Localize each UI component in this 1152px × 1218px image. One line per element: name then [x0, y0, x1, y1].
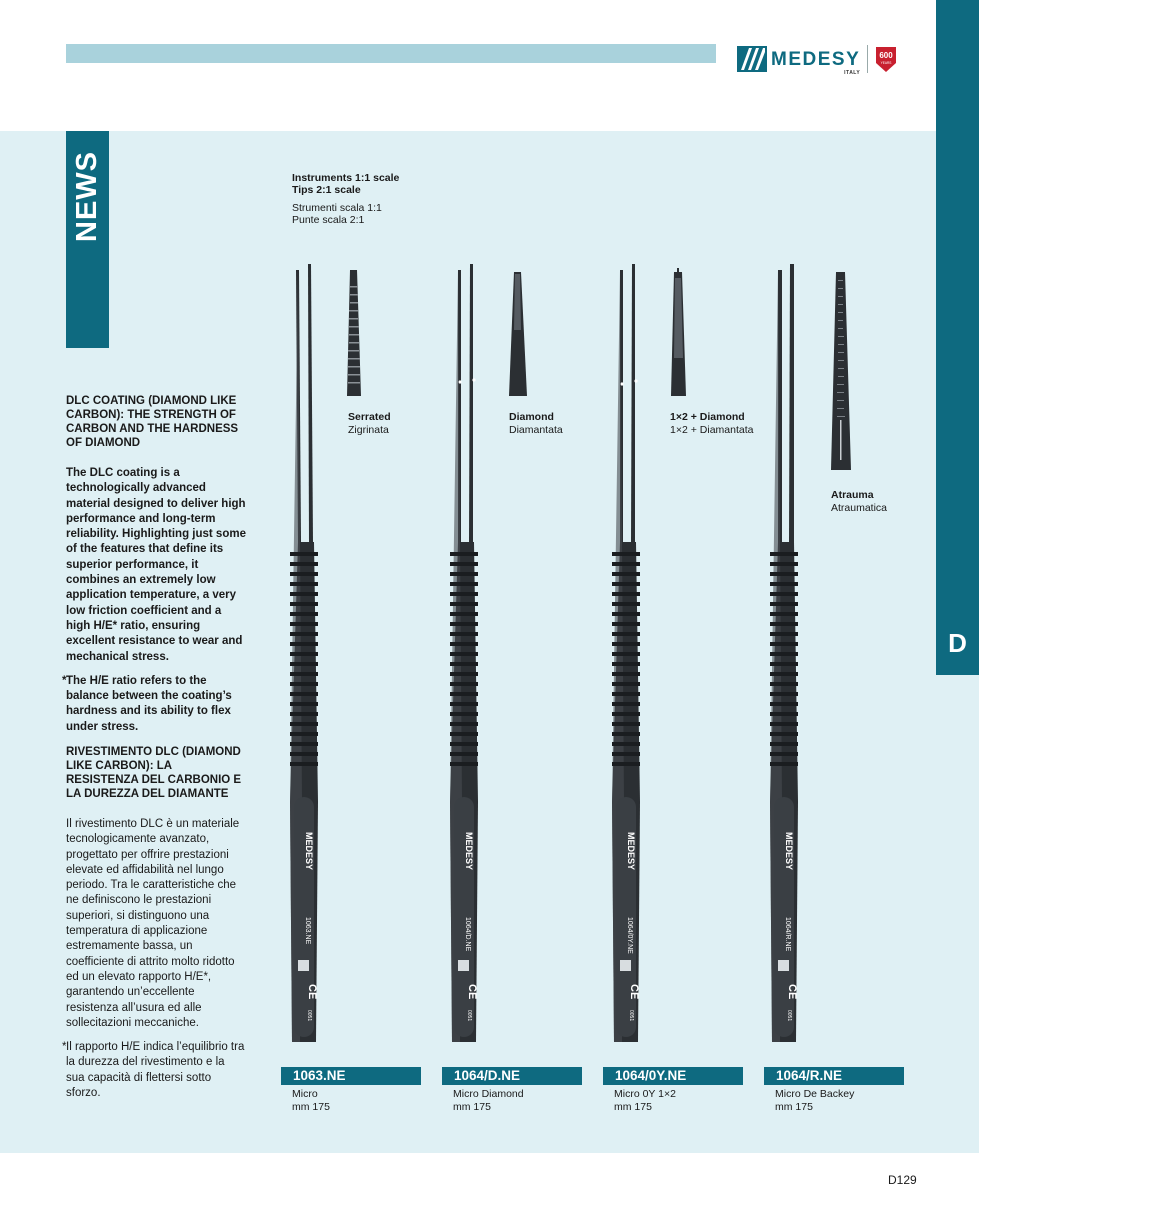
product-code: 1064/0Y.NE: [603, 1067, 743, 1085]
tip-label-it: Atraumatica: [831, 502, 888, 514]
note-english: [62, 674, 246, 735]
forceps-1064-d-ne: [446, 262, 486, 1047]
body-english: The DLC coating is a technologically advanced material designed to deliver high performance and long-term reliability. Highlighting just some of the features that define its superior performance, it combines an extremely low application temperature, a very low friction coefficient and a high H/E* ratio, ensuring excellent resistance to wear and mechanical stress.: [66, 467, 246, 663]
text-italian: [62, 745, 246, 1101]
note-text: Il rapporto H/E indica l’equilibrio tra la durezza del rivestimento e la sua capacità di flettersi sotto sforzo.: [66, 1041, 245, 1100]
product-size: mm 175: [614, 1100, 652, 1113]
instrument-ce-mark: CE: [306, 984, 318, 1000]
content-panel-extension: [936, 675, 979, 1153]
tip-caption-diamond: [509, 411, 563, 437]
product-name: Micro De Backey: [775, 1088, 855, 1100]
note-text: The H/E ratio refers to the balance between the coating’s hardness and its ability to flex under stress.: [66, 674, 232, 733]
product-name: Micro 0Y 1×2: [614, 1088, 676, 1100]
tip-label-en: Diamond: [509, 411, 554, 423]
instrument-engraved-code: 1063.NE: [304, 917, 311, 945]
forceps-1064-0y-ne: [608, 262, 648, 1047]
heading-english: DLC COATING (DIAMOND LIKE CARBON): THE STRENGTH OF CARBON AND THE HARDNESS OF DIAMOND: [66, 395, 239, 449]
section-letter: D: [948, 628, 967, 658]
instrument-engraved-code: 1064/D.NE: [464, 917, 471, 952]
medesy-logo: [737, 42, 917, 76]
tip-label-en: 1×2 + Diamond: [670, 411, 745, 423]
product-description: [614, 1088, 676, 1113]
product-code: 1063.NE: [281, 1067, 421, 1085]
instrument-brand: MEDESY: [626, 832, 636, 871]
tip-label-it: 1×2 + Diamantata: [670, 424, 754, 436]
tip-label-it: Zigrinata: [348, 424, 389, 436]
diamond-tip-image: [508, 270, 528, 398]
instrument-engraved-code: 1064/0Y.NE: [626, 917, 633, 954]
text-english: [62, 394, 246, 735]
brand-country: ITALY: [844, 69, 861, 76]
instrument-notified-body: 0051: [466, 1010, 472, 1022]
product-description: [292, 1088, 330, 1113]
tip-caption-serrated: [348, 411, 391, 437]
product-size: mm 175: [775, 1100, 813, 1113]
instrument-brand: MEDESY: [784, 832, 794, 871]
product-name: Micro: [292, 1088, 318, 1100]
instrument-notified-body: 0051: [306, 1010, 312, 1022]
header-bar: [66, 44, 716, 63]
tip-label-it: Diamantata: [509, 424, 563, 436]
instrument-notified-body: 0051: [786, 1010, 792, 1022]
product-code: 1064/R.NE: [764, 1067, 904, 1085]
svg-text:YEARS: YEARS: [880, 61, 892, 65]
instrument-engraved-code: 1064/R.NE: [784, 917, 791, 952]
product-size: mm 175: [292, 1100, 330, 1113]
instrument-ce-mark: CE: [628, 984, 640, 1000]
body-italian: Il rivestimento DLC è un materiale tecnologicamente avanzato, progettato per offrire prestazioni elevate ed affidabilità nel lungo periodo. Tra le caratteristiche che ne definiscono le prestazioni superiori, si distinguono una temperatura di applicazione estremamente bassa, un coefficiente di attrito molto ridotto ed un elevato rapporto H/E*, garantendo un’eccellente resistenza all’usura ed alle sollecitazioni meccaniche.: [66, 818, 240, 1029]
section-title: SURGICAL — CHIRURGIA: [1038, 26, 1055, 225]
product-code: 1064/D.NE: [442, 1067, 582, 1085]
product-name: Micro Diamond: [453, 1088, 524, 1100]
page-number: D129: [888, 1173, 917, 1187]
tip-caption-atrauma: [831, 489, 887, 515]
tip-caption-one-by-two-diamond: [670, 411, 753, 437]
forceps-1064-r-ne: [766, 262, 806, 1047]
instrument-ce-mark: CE: [786, 984, 798, 1000]
note-star: *: [62, 1041, 67, 1054]
svg-text:600: 600: [879, 51, 893, 60]
brand-name: MEDESY: [771, 48, 861, 70]
logo-divider: [867, 45, 868, 73]
atrauma-tip-image: [830, 270, 852, 472]
product-description: [775, 1088, 854, 1113]
instrument-notified-body: 0051: [628, 1010, 634, 1022]
product-description: [453, 1088, 524, 1113]
scale-line: Punte scala 2:1: [292, 213, 365, 226]
instrument-ce-mark: CE: [466, 984, 478, 1000]
note-italian: [62, 1040, 246, 1101]
news-label: NEWS: [70, 151, 103, 242]
section-side-tab: [936, 0, 979, 675]
scale-line: Strumenti scala 1:1: [292, 202, 382, 214]
forceps-1063-ne: [286, 262, 326, 1047]
instrument-brand: MEDESY: [304, 832, 314, 871]
anniversary-badge-icon: [874, 45, 898, 73]
instrument-brand: MEDESY: [464, 832, 474, 871]
tip-label-en: Atrauma: [831, 489, 874, 501]
scale-line: Tips 2:1 scale: [292, 183, 361, 196]
one-by-two-diamond-tip-image: [670, 268, 688, 398]
serrated-tip-image: [346, 268, 362, 398]
heading-italian: RIVESTIMENTO DLC (DIAMOND LIKE CARBON): LA RESISTENZA DEL CARBONIO E LA DUREZZA DEL DIAMANTE: [66, 746, 242, 800]
scale-note: [292, 173, 399, 226]
note-star: *: [62, 674, 67, 687]
scale-line: Instruments 1:1 scale: [292, 172, 400, 184]
tip-label-en: Serrated: [348, 411, 391, 423]
medesy-logo-mark-icon: [737, 44, 767, 74]
product-size: mm 175: [453, 1100, 491, 1113]
